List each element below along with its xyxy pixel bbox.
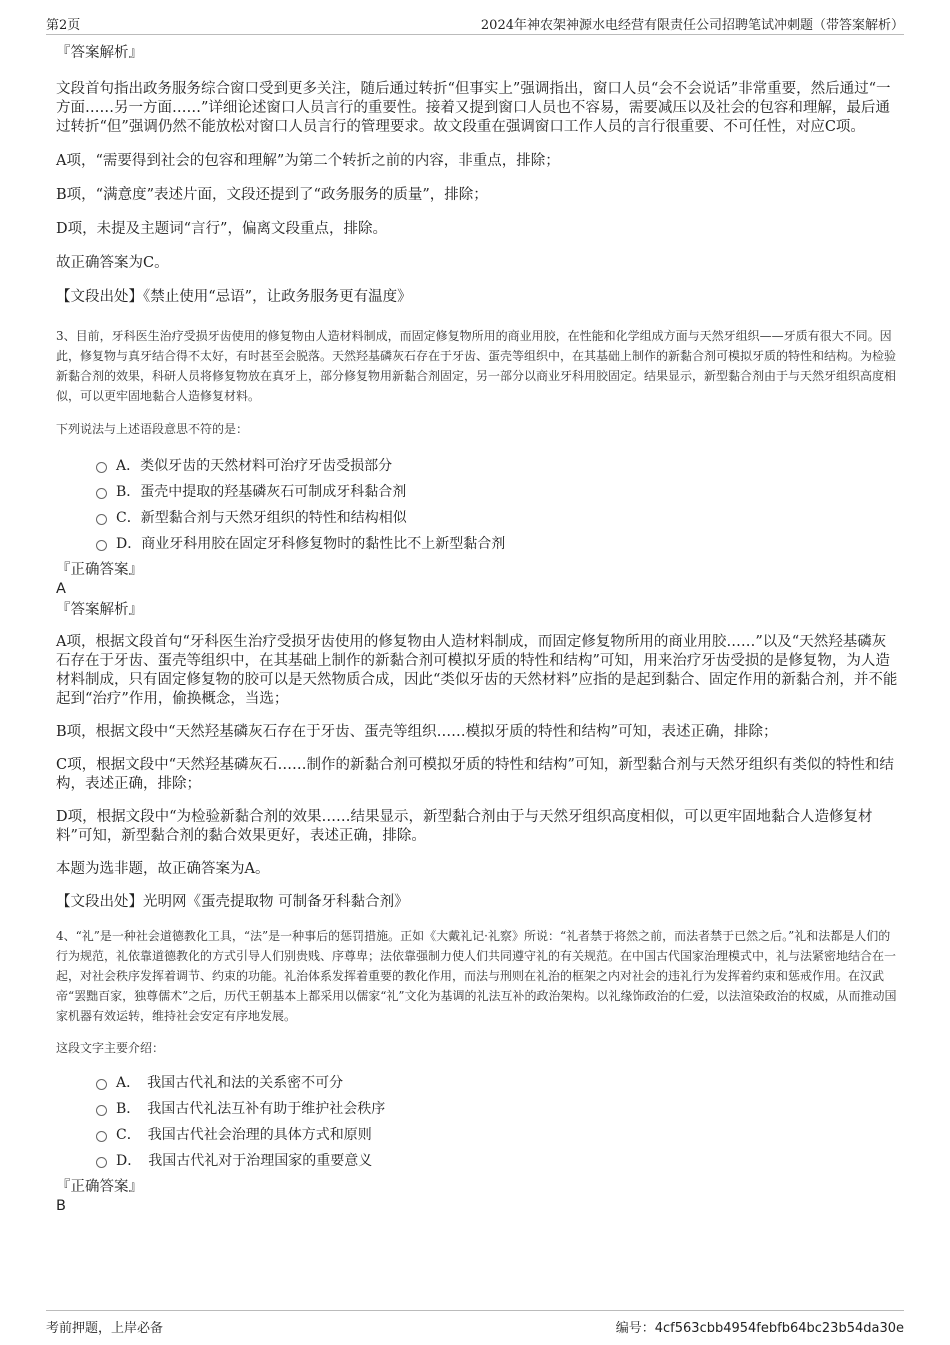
page-header [46, 14, 904, 35]
q3-option-c-label: C．新型黏合剂与天然牙组织的特性和结构相似 [116, 510, 407, 526]
q4-option-c[interactable] [56, 1122, 900, 1148]
q4-answer-label: 『正确答案』 [56, 1179, 143, 1195]
radio-icon[interactable] [96, 1157, 107, 1168]
q4-option-c-label: C． 我国古代社会治理的具体方式和原则 [116, 1127, 372, 1143]
q2-option-b-analysis: B项，“满意度”表述片面，文段还提到了“政务服务的质量”，排除； [56, 187, 488, 203]
footer-slogan: 考前押题，上岸必备 [46, 1321, 164, 1336]
radio-icon[interactable] [96, 540, 107, 551]
footer-code: 4cf563cbb4954febfb64bc23b54da30e [654, 1321, 904, 1336]
q4-stem: 4、“礼”是一种社会道德教化工具，“法”是一种事后的惩罚措施。正如《大戴礼记·礼察》所说：“礼者禁于将然之前，而法者禁于已然之后。”礼和法都是人们的行为规范，礼依靠道德教化的方式引导人们别贵贱、序尊卑；法依靠强制力使人们共同遵守礼的有关规范。在中国古代国家治理模式中，礼与法紧密地结合在一起，对社会秩序发挥着调节、约束的功能。礼治体系发挥着重要的教化作用，而法与刑则在礼治的框架之内对社会的违礼行为发挥着约束和惩戒作用。在汉武帝“罢黜百家，独尊儒术”之后，历代王朝基本上都采用以儒家“礼”文化为基调的礼法互补的政治架构。以礼缘饰政治的仁爱，以法渲染政治的权威，从而推动国家机器有效运转，维持社会安定有序地发展。 [56, 929, 897, 1023]
q3-stem: 3、目前，牙科医生治疗受损牙齿使用的修复物由人造材料制成，而固定修复物所用的商业用胶，在性能和化学组成方面与天然牙组织——牙质有很大不同。因此，修复物与真牙结合得不太好，有时甚至会脱落。天然羟基磷灰石存在于牙齿、蛋壳等组织中，在其基础上制作的新黏合剂可模拟牙质的特性和结构。为检验新黏合剂的效果，科研人员将修复物放在真牙上，部分修复物用新黏合剂固定，另一部分以商业牙科用胶固定。结果显示，新型黏合剂由于与天然牙组织高度相似，可以更牢固地黏合人造修复材料。 [56, 329, 897, 403]
q3-option-d-analysis: D项，根据文段中“为检验新黏合剂的效果……结果显示，新型黏合剂由于与天然牙组织高度相似，可以更牢固地黏合人造修复材料”可知，新型黏合剂的黏合效果更好，表述正确，排除。 [56, 809, 873, 844]
q4-option-b[interactable] [56, 1096, 900, 1122]
radio-icon[interactable] [96, 462, 107, 473]
q3-option-c-analysis: C项，根据文段中“天然羟基磷灰石……制作的新黏合剂可模拟牙质的特性和结构”可知，新型黏合剂与天然牙组织有类似的特性和结构，表述正确，排除； [56, 757, 894, 792]
q3-question: 下列说法与上述语段意思不符的是： [56, 422, 249, 436]
q3-option-c[interactable] [56, 505, 900, 531]
q4-option-a-label: A． 我国古代礼和法的关系密不可分 [116, 1075, 344, 1091]
q3-conclusion: 本题为选非题，故正确答案为A。 [56, 861, 270, 877]
q2-conclusion: 故正确答案为C。 [56, 255, 169, 271]
q3-option-b[interactable] [56, 479, 900, 505]
q2-source: 【文段出处】《禁止使用“忌语”，让政务服务更有温度》 [56, 289, 412, 305]
radio-icon[interactable] [96, 1105, 107, 1116]
q3-answer: A [56, 581, 66, 597]
q3-option-b-analysis: B项，根据文段中“天然羟基磷灰石存在于牙齿、蛋壳等组织……模拟牙质的特性和结构”可知，表述正确，排除； [56, 724, 778, 740]
q3-option-d-label: D．商业牙科用胶在固定牙科修复物时的黏性比不上新型黏合剂 [116, 536, 506, 552]
q4-options [56, 1070, 900, 1174]
q2-option-d-analysis: D项，未提及主题词“言行”，偏离文段重点，排除。 [56, 221, 387, 237]
q2-analysis-paragraph: 文段首句指出政务服务综合窗口受到更多关注，随后通过转折“但事实上”强调指出，窗口人员“会不会说话”非常重要，然后通过“一方面……另一方面……”详细论述窗口人员言行的重要性。接着又提到窗口人员也不容易，需要减压以及社会的包容和理解，最后通过转折“但”强调仍然不能放松对窗口人员言行的管理要求。故文段重在强调窗口工作人员的言行很重要、不可任性，对应C项。 [56, 81, 891, 135]
q3-option-b-label: B．蛋壳中提取的羟基磷灰石可制成牙科黏合剂 [116, 484, 407, 500]
document-title: 2024年神农架神源水电经营有限责任公司招聘笔试冲刺题（带答案解析） [480, 18, 904, 33]
q2-option-a-analysis: A项，“需要得到社会的包容和理解”为第二个转折之前的内容，非重点，排除； [56, 153, 560, 169]
q4-option-a[interactable] [56, 1070, 900, 1096]
q3-option-a-label: A．类似牙齿的天然材料可治疗牙齿受损部分 [116, 458, 393, 474]
radio-icon[interactable] [96, 1079, 107, 1090]
q4-answer: B [56, 1198, 66, 1214]
q3-option-a-analysis: A项，根据文段首句“牙科医生治疗受损牙齿使用的修复物由人造材料制成，而固定修复物所用的商业用胶……”以及“天然羟基磷灰石存在于牙齿、蛋壳等组织中，在其基础上制作的新黏合剂可模拟牙质的特性和结构”可知，用来治疗牙齿受损的是修复物，为人造材料制成，只有固定修复物的胶可以是天然物质合成，因此“类似牙齿的天然材料”应指的是起到黏合、固定作用的新黏合剂，并不能起到“治疗”作用，偷换概念，当选； [56, 634, 898, 707]
q3-source: 【文段出处】光明网《蛋壳提取物 可制备牙科黏合剂》 [56, 894, 409, 910]
page-footer [46, 1310, 904, 1335]
radio-icon[interactable] [96, 514, 107, 525]
radio-icon[interactable] [96, 488, 107, 499]
q4-option-d[interactable] [56, 1148, 900, 1174]
q2-analysis-label: 『答案解析』 [56, 45, 143, 61]
q3-option-d[interactable] [56, 531, 900, 557]
main-content [56, 44, 900, 1216]
q3-options [56, 453, 900, 557]
q4-option-d-label: D． 我国古代礼对于治理国家的重要意义 [116, 1153, 373, 1169]
radio-icon[interactable] [96, 1131, 107, 1142]
footer-code-label: 编号： [615, 1321, 655, 1336]
page-number: 第2页 [46, 18, 81, 33]
q3-answer-label: 『正确答案』 [56, 562, 143, 578]
q3-analysis-label: 『答案解析』 [56, 602, 143, 618]
footer-id [616, 1317, 904, 1336]
q4-option-b-label: B． 我国古代礼法互补有助于维护社会秩序 [116, 1101, 386, 1117]
q3-option-a[interactable] [56, 453, 900, 479]
q4-question: 这段文字主要介绍： [56, 1041, 165, 1055]
